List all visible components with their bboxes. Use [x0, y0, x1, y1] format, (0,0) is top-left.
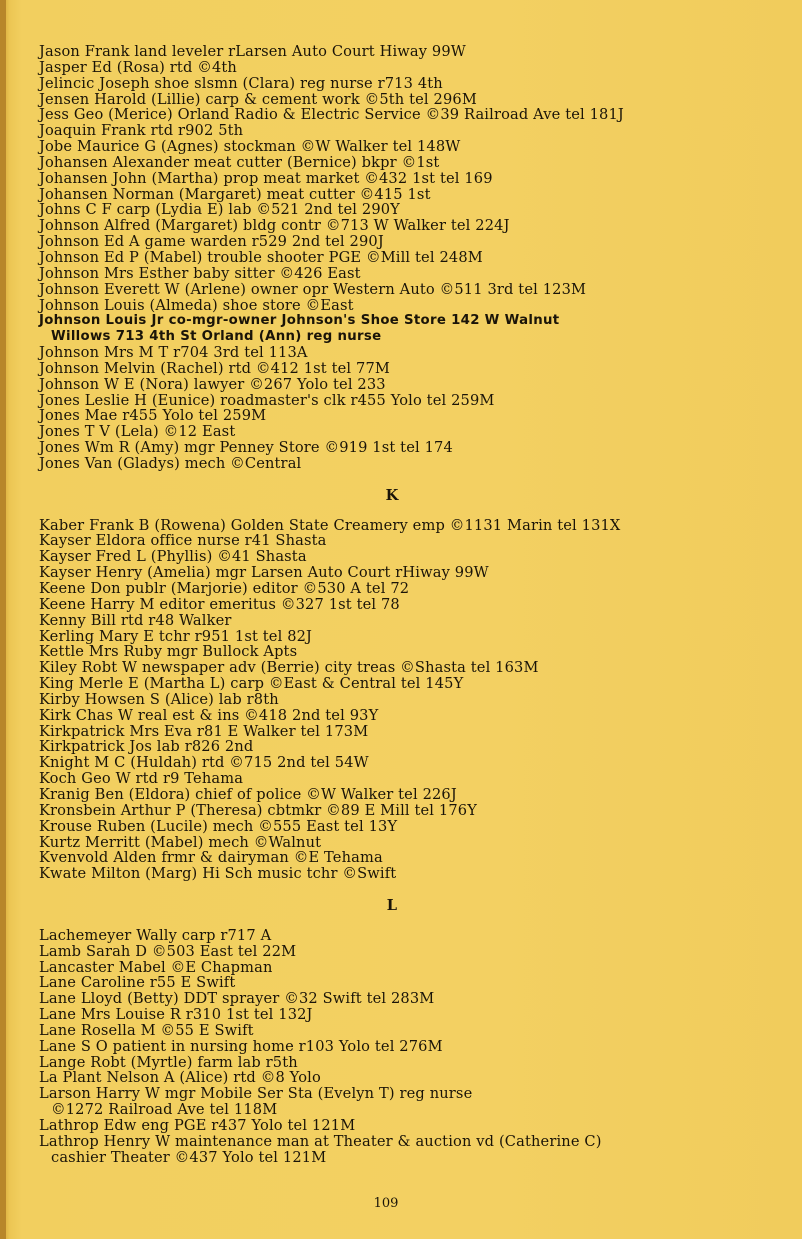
directory-entry	[39, 787, 789, 803]
entry-text: Koch Geo W rtd r9 Tehama	[39, 770, 244, 788]
entry-text: Johnson Melvin (Rachel) rtd ©412 1st tel 77M	[39, 359, 390, 377]
entry-continuation-text: Willows 713 4th St Orland (Ann) reg nurse	[51, 329, 382, 345]
directory-entry	[39, 850, 789, 866]
directory-entry	[39, 724, 789, 740]
entry-text: Johnson Ed P (Mabel) trouble shooter PGE ©Mill tel 248M	[39, 248, 483, 266]
entry-text: Knight M C (Huldah) rtd ©715 2nd tel 54W	[39, 754, 369, 772]
directory-entry	[39, 866, 789, 882]
entry-text: Kirk Chas W real est & ins ©418 2nd tel 93Y	[39, 706, 379, 724]
directory-entry	[39, 298, 789, 314]
entry-text: Lathrop Edw eng PGE r437 Yolo tel 121M	[39, 1117, 356, 1134]
directory-entry	[39, 549, 789, 565]
directory-entry	[39, 581, 789, 597]
directory-entry	[39, 708, 789, 724]
entry-text: Johansen Norman (Margaret) meat cutter ©415 1st	[39, 185, 431, 203]
entry-text: Jess Geo (Merice) Orland Radio & Electric Service ©39 Railroad Ave tel 181J	[39, 106, 624, 124]
entry-text: Kaber Frank B (Rowena) Golden State Creamery emp ©1131 Marin tel 131X	[39, 516, 621, 534]
entry-text: Johnson W E (Nora) lawyer ©267 Yolo tel 233	[39, 375, 386, 393]
entry-text: Kenny Bill rtd r48 Walker	[39, 611, 232, 629]
directory-entry	[39, 613, 789, 629]
directory-entry	[39, 266, 789, 282]
entry-text: Jones Wm R (Amy) mgr Penney Store ©919 1st tel 174	[39, 439, 453, 457]
directory-entry	[39, 456, 789, 472]
directory-section	[39, 488, 789, 882]
directory-entry	[39, 533, 789, 549]
directory-entry	[39, 771, 789, 787]
directory-entry	[39, 44, 789, 60]
entry-text: Johnson Louis Jr co-mgr-owner Johnson's Shoe Store 142 W Walnut	[39, 313, 560, 329]
directory-entry	[39, 991, 789, 1007]
entry-text: Lamb Sarah D ©503 East tel 22M	[39, 942, 297, 960]
entry-text: Lane S O patient in nursing home r103 Yolo tel 276M	[39, 1037, 443, 1055]
entry-text: Kayser Henry (Amelia) mgr Larsen Auto Court rHiway 99W	[39, 564, 489, 582]
entry-text: Lancaster Mabel ©E Chapman	[39, 958, 273, 976]
entry-text: Kiley Robt W newspaper adv (Berrie) city treas ©Shasta tel 163M	[39, 659, 539, 677]
entry-text: Jones T V (Lela) ©12 East	[39, 423, 236, 441]
entry-text: Lane Lloyd (Betty) DDT sprayer ©32 Swift tel 283M	[39, 990, 435, 1008]
directory-entry	[39, 1007, 789, 1023]
entry-text: Jasper Ed (Rosa) rtd ©4th	[39, 58, 237, 76]
directory-entry	[39, 676, 789, 692]
directory-entry	[39, 629, 789, 645]
entry-continuation-text: ©1272 Railroad Ave tel 118M	[51, 1101, 278, 1119]
page-spine-shadow	[0, 0, 6, 1239]
directory-entry	[39, 155, 789, 171]
entry-text: Kettle Mrs Ruby mgr Bullock Apts	[39, 643, 298, 661]
entry-text: Lathrop Henry W maintenance man at Theater & auction vd (Catherine C)	[39, 1132, 602, 1150]
directory-entry	[39, 928, 789, 944]
entry-text: Johansen Alexander meat cutter (Bernice) bkpr ©1st	[39, 153, 440, 171]
entry-text: Johnson Alfred (Margaret) bldg contr ©713 W Walker tel 224J	[39, 217, 510, 235]
entry-text: Kronsbein Arthur P (Theresa) cbtmkr ©89 E Mill tel 176Y	[39, 801, 477, 819]
directory-entry	[39, 960, 789, 976]
entry-text: Joaquin Frank rtd r902 5th	[39, 122, 244, 140]
directory-entry	[39, 60, 789, 76]
directory-section	[39, 898, 789, 1166]
directory-entry	[39, 1039, 789, 1055]
entry-text: Lange Robt (Myrtle) farm lab r5th	[39, 1053, 298, 1071]
directory-entry	[39, 819, 789, 835]
entry-text: Jones Mae r455 Yolo tel 259M	[39, 407, 267, 425]
directory-entry	[39, 424, 789, 440]
directory-entry	[39, 1086, 789, 1118]
entry-text: Lane Caroline r55 E Swift	[39, 974, 236, 992]
entry-text: King Merle E (Martha L) carp ©East & Central tel 145Y	[39, 675, 464, 693]
directory-entry	[39, 803, 789, 819]
entry-text: Lane Rosella M ©55 E Swift	[39, 1021, 254, 1039]
entry-text: Johnson Louis (Almeda) shoe store ©East	[39, 296, 354, 314]
entry-text: Jobe Maurice G (Agnes) stockman ©W Walker tel 148W	[39, 138, 461, 156]
entry-text: Kirkpatrick Mrs Eva r81 E Walker tel 173M	[39, 722, 369, 740]
entry-text: Jelincic Joseph shoe slsmn (Clara) reg nurse r713 4th	[39, 74, 443, 92]
directory-entry	[39, 565, 789, 581]
directory-entry	[39, 187, 789, 203]
entry-text: Krouse Ruben (Lucile) mech ©555 East tel 13Y	[39, 817, 398, 835]
page-number: 109	[373, 1196, 399, 1211]
directory-entry	[39, 123, 789, 139]
entry-text: Kirkpatrick Jos lab r826 2nd	[39, 738, 254, 756]
entry-text: Kerling Mary E tchr r951 1st tel 82J	[39, 627, 313, 645]
entry-text: Kirby Howsen S (Alice) lab r8th	[39, 690, 279, 708]
entry-text: Kranig Ben (Eldora) chief of police ©W Walker tel 226J	[39, 785, 457, 803]
entry-text: Johnson Mrs Esther baby sitter ©426 East	[39, 264, 361, 282]
directory-entry	[39, 282, 789, 298]
directory-entry	[39, 107, 789, 123]
directory-entry	[39, 644, 789, 660]
directory-entry	[39, 361, 789, 377]
directory-entry	[39, 1118, 789, 1134]
directory-entry	[39, 755, 789, 771]
entry-text: Keene Harry M editor emeritus ©327 1st tel 78	[39, 595, 400, 613]
directory-entry	[39, 218, 789, 234]
entry-text: Keene Don publr (Marjorie) editor ©530 A tel 72	[39, 580, 410, 597]
directory-entry	[39, 393, 789, 409]
entry-continuation-text: cashier Theater ©437 Yolo tel 121M	[51, 1148, 327, 1166]
entry-text: Johns C F carp (Lydia E) lab ©521 2nd tel 290Y	[39, 201, 400, 219]
directory-entry	[39, 1134, 789, 1166]
directory-listing	[39, 44, 789, 1166]
directory-entry	[39, 408, 789, 424]
section-letter-heading: L	[386, 897, 398, 915]
section-letter-heading: K	[385, 486, 399, 504]
directory-entry	[39, 345, 789, 361]
entry-text: Johnson Ed A game warden r529 2nd tel 290J	[39, 233, 384, 251]
entry-text: Lane Mrs Louise R r310 1st tel 132J	[39, 1006, 313, 1024]
directory-entry	[39, 1055, 789, 1071]
directory-entry	[39, 234, 789, 250]
entry-text: Kwate Milton (Marg) Hi Sch music tchr ©Swift	[39, 865, 397, 883]
entry-text: Kvenvold Alden frmr & dairyman ©E Tehama	[39, 849, 383, 867]
directory-section	[39, 44, 789, 472]
directory-entry	[39, 1023, 789, 1039]
entry-text: Jones Van (Gladys) mech ©Central	[39, 454, 302, 472]
entry-text: Kurtz Merritt (Mabel) mech ©Walnut	[39, 833, 322, 851]
directory-entry	[39, 944, 789, 960]
entry-text: Jensen Harold (Lillie) carp & cement work ©5th tel 296M	[39, 90, 477, 108]
directory-entry	[39, 377, 789, 393]
directory-entry	[39, 139, 789, 155]
entry-text: La Plant Nelson A (Alice) rtd ©8 Yolo	[39, 1069, 321, 1087]
entry-text: Jason Frank land leveler rLarsen Auto Court Hiway 99W	[39, 43, 466, 60]
directory-entry	[39, 597, 789, 613]
directory-entry	[39, 692, 789, 708]
entry-text: Johnson Mrs M T r704 3rd tel 113A	[39, 344, 308, 362]
entry-text: Larson Harry W mgr Mobile Ser Sta (Evelyn T) reg nurse	[39, 1085, 473, 1103]
directory-entry	[39, 739, 789, 755]
directory-entry	[39, 171, 789, 187]
directory-entry	[39, 518, 789, 534]
entry-text: Johansen John (Martha) prop meat market ©432 1st tel 169	[39, 169, 493, 187]
entry-text: Johnson Everett W (Arlene) owner opr Western Auto ©511 3rd tel 123M	[39, 280, 587, 298]
directory-entry	[39, 92, 789, 108]
directory-entry	[39, 313, 789, 345]
directory-entry	[39, 975, 789, 991]
directory-entry	[39, 76, 789, 92]
entry-text: Kayser Eldora office nurse r41 Shasta	[39, 532, 327, 550]
directory-entry	[39, 1070, 789, 1086]
directory-entry	[39, 202, 789, 218]
directory-entry	[39, 835, 789, 851]
directory-entry	[39, 660, 789, 676]
entry-text: Kayser Fred L (Phyllis) ©41 Shasta	[39, 548, 307, 566]
directory-entry	[39, 440, 789, 456]
directory-entry	[39, 250, 789, 266]
entry-text: Lachemeyer Wally carp r717 A	[39, 926, 272, 944]
entry-text: Jones Leslie H (Eunice) roadmaster's clk r455 Yolo tel 259M	[39, 391, 495, 409]
